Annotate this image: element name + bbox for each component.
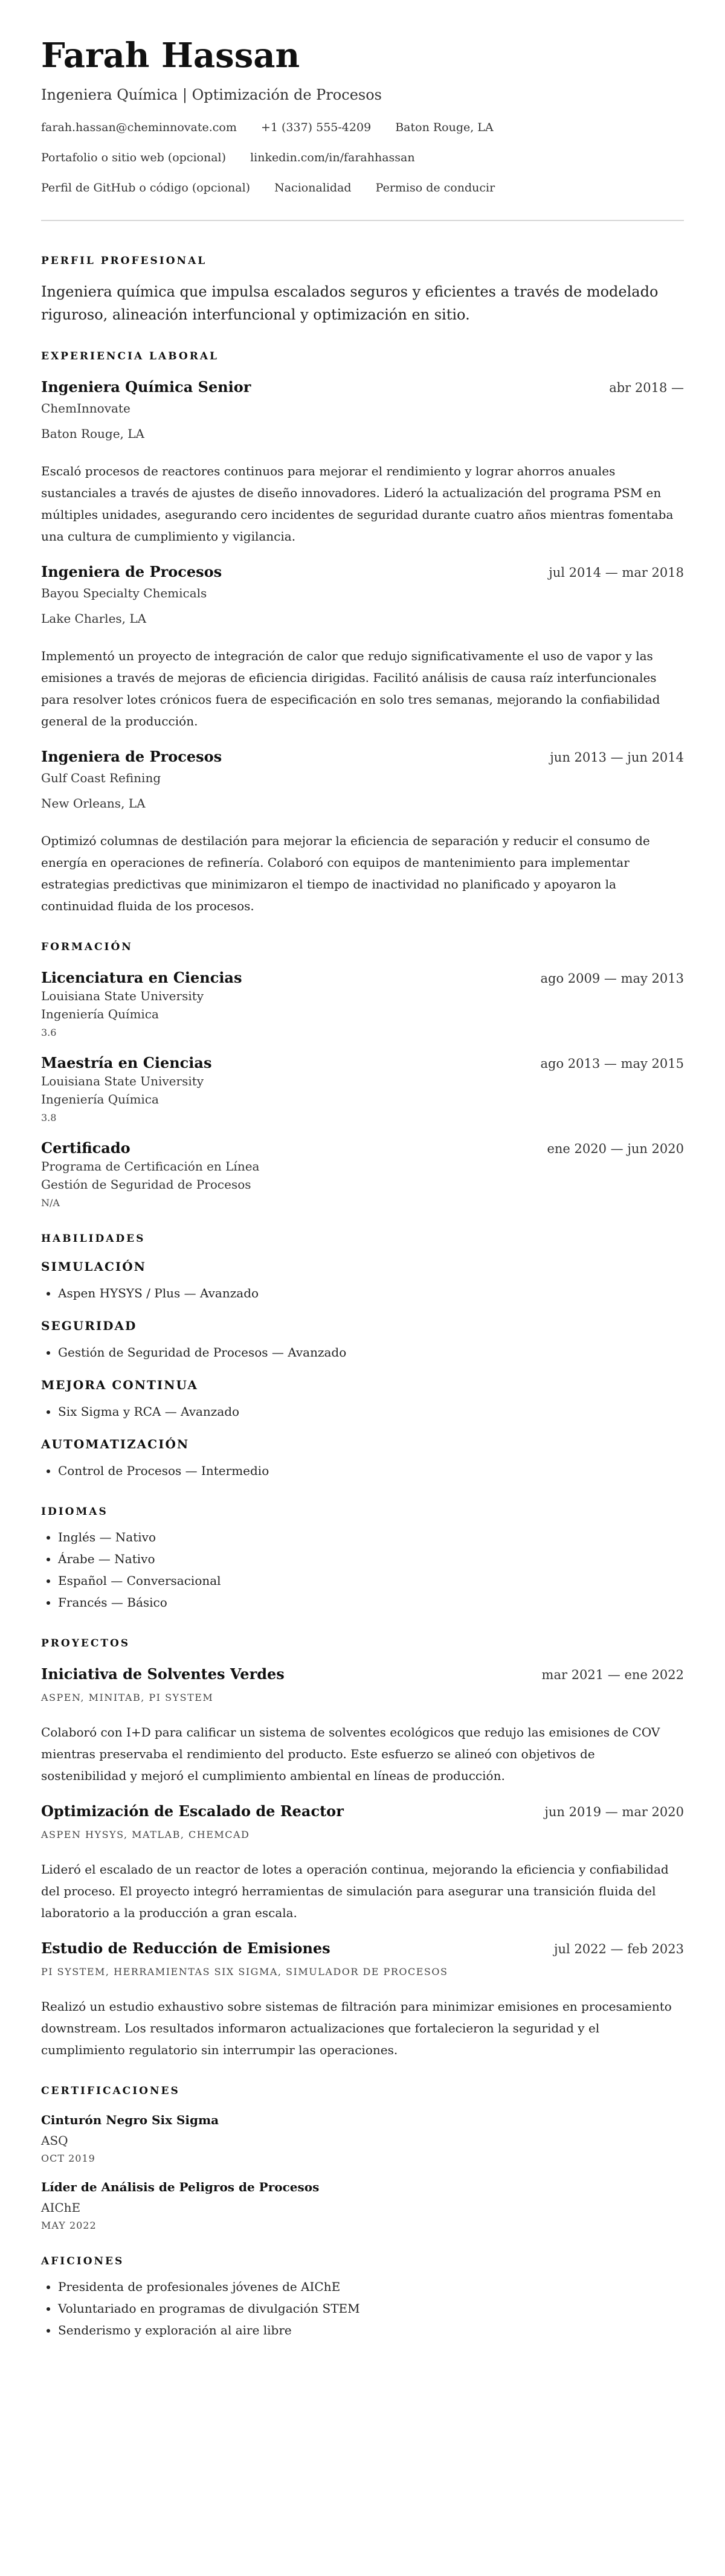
languages-title: IDIOMAS	[41, 1506, 108, 1518]
experience-title: EXPERIENCIA LABORAL	[41, 350, 219, 362]
field-of-study: Gestión de Seguridad de Procesos	[41, 1177, 251, 1192]
project-description: Lideró el escalado de un reactor de lotes a operación continua, mejorando la eficiencia y confiabilidad del proceso. El proyecto integró herramientas de simulación para asegurar una transición fluida del laboratorio a la producción a gran escala.	[41, 1862, 669, 1920]
education-entry	[41, 1139, 684, 1209]
certification-entry	[41, 2180, 684, 2231]
language-item: • Inglés — Nativo	[58, 1526, 684, 1548]
github-link[interactable]: Perfil de GitHub o código (opcional)	[41, 181, 251, 194]
skills-section	[41, 1233, 684, 1482]
job-company: ChemInnovate	[41, 401, 130, 416]
project-entry	[41, 1939, 684, 2061]
project-dates: jul 2022 — feb 2023	[554, 1942, 684, 1956]
experience-entry	[41, 563, 684, 732]
project-name: Optimización de Escalado de Reactor	[41, 1802, 344, 1820]
skill-item: • Aspen HYSYS / Plus — Avanzado	[58, 1282, 684, 1304]
hobby-item: • Presidenta de profesionales jóvenes de AIChE	[58, 2276, 684, 2298]
summary-title: PERFIL PROFESIONAL	[41, 255, 207, 267]
certification-issuer: ASQ	[41, 2133, 68, 2148]
education-entry	[41, 969, 684, 1038]
contact-row-2	[41, 150, 684, 165]
projects-title: PROYECTOS	[41, 1637, 130, 1649]
certification-entry	[41, 2113, 684, 2164]
degree-name: Certificado	[41, 1139, 130, 1157]
summary-text: Ingeniera química que impulsa escalados seguros y eficientes a través de modelado riguroso, alineación interfuncional y optimización en sitio.	[41, 283, 659, 323]
project-description: Realizó un estudio exhaustivo sobre sistemas de filtración para minimizar emisiones en procesamiento downstream. Los resultados informaron actualizaciones que fortalecieron la seguridad y el cumplimiento regulatorio sin interrumpir las operaciones.	[41, 1999, 672, 2057]
education-entry	[41, 1054, 684, 1123]
email-link[interactable]: farah.hassan@cheminnovate.com	[41, 121, 237, 134]
project-dates: jun 2019 — mar 2020	[544, 1805, 684, 1819]
skill-category: SIMULACIÓN	[41, 1259, 146, 1274]
phone-number[interactable]: +1 (337) 555-4209	[260, 121, 372, 134]
education-section	[41, 941, 684, 1209]
summary-section	[41, 255, 684, 326]
hobby-list	[41, 2276, 684, 2341]
job-role: Ingeniera Química Senior	[41, 378, 251, 396]
hobby-item: • Voluntariado en programas de divulgación STEM	[58, 2298, 684, 2319]
job-location: New Orleans, LA	[41, 796, 146, 811]
skill-category: SEGURIDAD	[41, 1319, 137, 1333]
project-description: Colaboró con I+D para calificar un sistema de solventes ecológicos que redujo las emisiones de COV mientras preservaba el rendimiento del producto. Este esfuerzo se alineó con objetivos de sostenibilidad y mejoró el cumplimiento ambiental en líneas de producción.	[41, 1725, 660, 1783]
job-dates: jun 2013 — jun 2014	[550, 750, 684, 765]
languages-section	[41, 1506, 684, 1613]
driving-license: Permiso de conducir	[375, 181, 495, 194]
job-role: Ingeniera de Procesos	[41, 748, 222, 765]
headline: Ingeniera Química | Optimización de Procesos	[41, 86, 382, 103]
project-name: Estudio de Reducción de Emisiones	[41, 1939, 330, 1957]
skill-item: • Gestión de Seguridad de Procesos — Avanzado	[58, 1341, 684, 1363]
project-dates: mar 2021 — ene 2022	[541, 1668, 684, 1682]
gpa: 3.8	[41, 1112, 57, 1123]
nationality: Nacionalidad	[274, 181, 352, 194]
project-entry	[41, 1802, 684, 1924]
job-company: Bayou Specialty Chemicals	[41, 586, 207, 600]
degree-name: Licenciatura en Ciencias	[41, 969, 242, 986]
certifications-section	[41, 2085, 684, 2231]
certification-date: MAY 2022	[41, 2220, 97, 2231]
project-tech: ASPEN HYSYS, MATLAB, CHEMCAD	[41, 1829, 250, 1840]
skill-list	[41, 1401, 684, 1422]
contact-row-3	[41, 180, 684, 196]
school-name: Programa de Certificación en Línea	[41, 1159, 260, 1174]
job-description: Implementó un proyecto de integración de calor que redujo significativamente el uso de vapor y las emisiones a través de mejoras de eficiencia dirigidas. Facilitó análisis de causa raíz interfuncionales para resolver lotes crónicos fuera de especificación en solo tres semanas, mejorando la confiabilidad general de la producción.	[41, 649, 660, 728]
certifications-title: CERTIFICACIONES	[41, 2085, 180, 2097]
job-dates: jul 2014 — mar 2018	[549, 565, 684, 580]
skills-title: HABILIDADES	[41, 1233, 146, 1245]
school-name: Louisiana State University	[41, 989, 204, 1003]
experience-section	[41, 350, 684, 917]
experience-entry	[41, 748, 684, 917]
education-title: FORMACIÓN	[41, 941, 133, 953]
field-of-study: Ingeniería Química	[41, 1092, 159, 1107]
education-dates: ago 2009 — may 2013	[540, 971, 684, 986]
certification-name: Líder de Análisis de Peligros de Procesos	[41, 2180, 320, 2194]
skill-list	[41, 1282, 684, 1304]
skill-list	[41, 1341, 684, 1363]
skill-item: • Six Sigma y RCA — Avanzado	[58, 1401, 684, 1422]
contact-row-1	[41, 120, 684, 135]
projects-section	[41, 1637, 684, 2061]
hobbies-section	[41, 2255, 684, 2341]
skill-category: MEJORA CONTINUA	[41, 1378, 198, 1392]
skill-item: • Control de Procesos — Intermedio	[58, 1460, 684, 1482]
hobbies-title: AFICIONES	[41, 2255, 124, 2267]
experience-entry	[41, 378, 684, 547]
skill-category: AUTOMATIZACIÓN	[41, 1437, 190, 1451]
education-dates: ago 2013 — may 2015	[540, 1056, 684, 1071]
hobby-item: • Senderismo y exploración al aire libre	[58, 2319, 684, 2341]
gpa: 3.6	[41, 1027, 57, 1038]
job-location: Baton Rouge, LA	[41, 426, 144, 441]
certification-name: Cinturón Negro Six Sigma	[41, 2113, 219, 2127]
header-divider	[41, 220, 684, 221]
job-description: Escaló procesos de reactores continuos para mejorar el rendimiento y lograr ahorros anuales sustanciales a través de ajustes de diseño innovadores. Lideró la actualización del programa PSM en múltiples unidades, asegurando cero incidentes de seguridad durante cuatro años mientras fomentaba una cultura de cumplimiento y vigilancia.	[41, 464, 674, 544]
skill-list	[41, 1460, 684, 1482]
school-name: Louisiana State University	[41, 1074, 204, 1088]
job-description: Optimizó columnas de destilación para mejorar la eficiencia de separación y reducir el consumo de energía en operaciones de refinería. Colaboró con equipos de mantenimiento para implementar estrategias predictivas que minimizaron el tiempo de inactividad no planificado y apoyaron la continuidad fluida de los procesos.	[41, 834, 650, 913]
job-company: Gulf Coast Refining	[41, 771, 161, 785]
linkedin-link[interactable]: linkedin.com/in/farahhassan	[250, 151, 415, 164]
location: Baton Rouge, LA	[395, 121, 494, 134]
education-dates: ene 2020 — jun 2020	[547, 1142, 684, 1156]
portfolio-link[interactable]: Portafolio o sitio web (opcional)	[41, 151, 227, 164]
certification-date: OCT 2019	[41, 2153, 95, 2164]
language-list	[41, 1526, 684, 1613]
job-location: Lake Charles, LA	[41, 611, 147, 626]
degree-name: Maestría en Ciencias	[41, 1054, 212, 1071]
candidate-name: Farah Hassan	[41, 36, 300, 75]
project-tech: ASPEN, MINITAB, PI SYSTEM	[41, 1692, 214, 1703]
gpa: N/A	[41, 1197, 60, 1209]
job-dates: abr 2018 —	[609, 381, 684, 395]
certification-issuer: AIChE	[41, 2200, 81, 2215]
job-role: Ingeniera de Procesos	[41, 563, 222, 580]
language-item: • Francés — Básico	[58, 1592, 684, 1613]
language-item: • Español — Conversacional	[58, 1570, 684, 1592]
project-name: Iniciativa de Solventes Verdes	[41, 1665, 285, 1683]
project-entry	[41, 1665, 684, 1787]
project-tech: PI SYSTEM, HERRAMIENTAS SIX SIGMA, SIMULADOR DE PROCESOS	[41, 1966, 448, 1977]
field-of-study: Ingeniería Química	[41, 1007, 159, 1021]
language-item: • Árabe — Nativo	[58, 1548, 684, 1570]
